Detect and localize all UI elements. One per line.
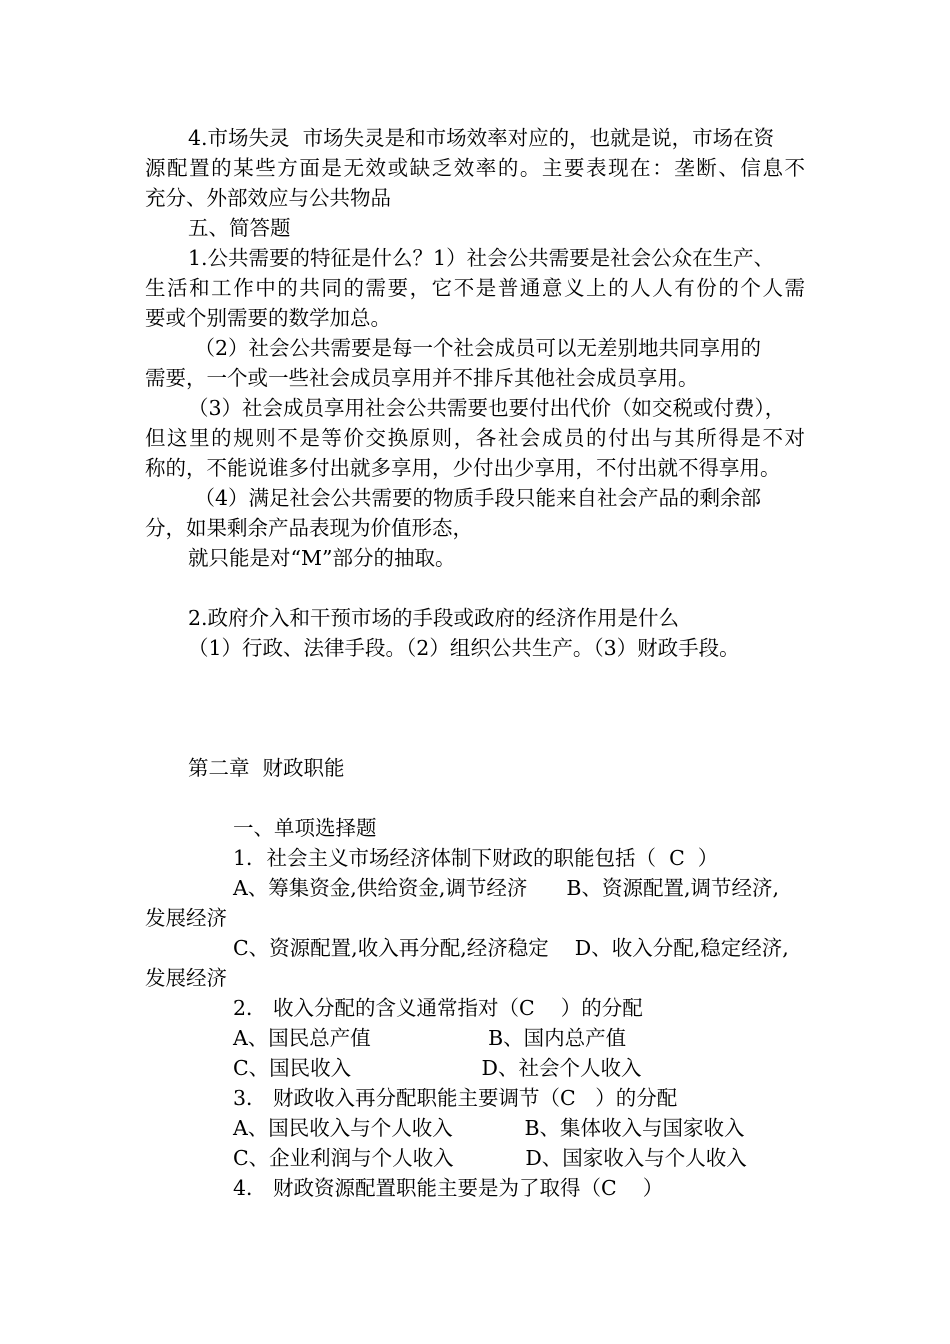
- answer-point3-line3: 称的，不能说谁多付出就多享用，少付出少享用，不付出就不得享用。: [145, 456, 781, 480]
- answer-point3-line2: 但这里的规则不是等价交换原则，各社会成员的付出与其所得是不对: [145, 426, 805, 450]
- choice-question-2: 2． 收入分配的含义通常指对（C ）的分配: [233, 996, 643, 1020]
- chapter-title: 第二章 财政职能: [188, 756, 345, 780]
- choice-question-1-options-ab-wrap: 发展经济: [145, 906, 227, 930]
- paragraph-market-failure-line1: 4.市场失灵 市场失灵是和市场效率对应的，也就是说，市场在资: [188, 126, 775, 150]
- heading-short-answer: 五、简答题: [188, 216, 291, 240]
- choice-question-2-options-cd: C、国民收入 D、社会个人收入: [233, 1056, 642, 1080]
- choice-question-2-options-ab: A、国民总产值 B、国内总产值: [233, 1026, 627, 1050]
- question-public-needs-line3: 要或个别需要的数学加总。: [145, 306, 391, 330]
- answer-government-role: （1）行政、法律手段。（2）组织公共生产。（3）财政手段。: [188, 636, 740, 660]
- choice-question-1-options-cd-wrap: 发展经济: [145, 966, 227, 990]
- answer-point2-line2: 需要，一个或一些社会成员享用并不排斥其他社会成员享用。: [145, 366, 699, 390]
- heading-single-choice: 一、单项选择题: [233, 816, 377, 840]
- choice-question-4: 4． 财政资源配置职能主要是为了取得（C ）: [233, 1176, 664, 1200]
- question-government-role: 2.政府介入和干预市场的手段或政府的经济作用是什么: [188, 606, 680, 630]
- question-public-needs-line1: 1.公共需要的特征是什么？1）社会公共需要是社会公众在生产、: [188, 246, 775, 270]
- choice-question-1-options-ab: A、筹集资金,供给资金,调节经济 B、资源配置,调节经济,: [233, 876, 780, 900]
- answer-point4-line1: （4）满足社会公共需要的物质手段只能来自社会产品的剩余部: [188, 486, 762, 510]
- answer-point2-line1: （2）社会公共需要是每一个社会成员可以无差别地共同享用的: [188, 336, 762, 360]
- choice-question-3-options-ab: A、国民收入与个人收入 B、集体收入与国家收入: [233, 1116, 745, 1140]
- paragraph-market-failure-line3: 充分、外部效应与公共物品: [145, 186, 391, 210]
- paragraph-market-failure-line2: 源配置的某些方面是无效或缺乏效率的。主要表现在：垄断、信息不: [145, 156, 805, 180]
- question-public-needs-line2: 生活和工作中的共同的需要，它不是普通意义上的人人有份的个人需: [145, 276, 805, 300]
- answer-point4-line3: 就只能是对“M”部分的抽取。: [188, 546, 456, 570]
- choice-question-3: 3． 财政收入再分配职能主要调节（C ）的分配: [233, 1086, 678, 1110]
- choice-question-1: 1．社会主义市场经济体制下财政的职能包括（ C ）: [233, 846, 719, 870]
- answer-point3-line1: （3）社会成员享用社会公共需要也要付出代价（如交税或付费），: [188, 396, 786, 420]
- answer-point4-line2: 分，如果剩余产品表现为价值形态，: [145, 516, 473, 540]
- choice-question-1-options-cd: C、资源配置,收入再分配,经济稳定 D、收入分配,稳定经济,: [233, 936, 789, 960]
- choice-question-3-options-cd: C、企业利润与个人收入 D、国家收入与个人收入: [233, 1146, 747, 1170]
